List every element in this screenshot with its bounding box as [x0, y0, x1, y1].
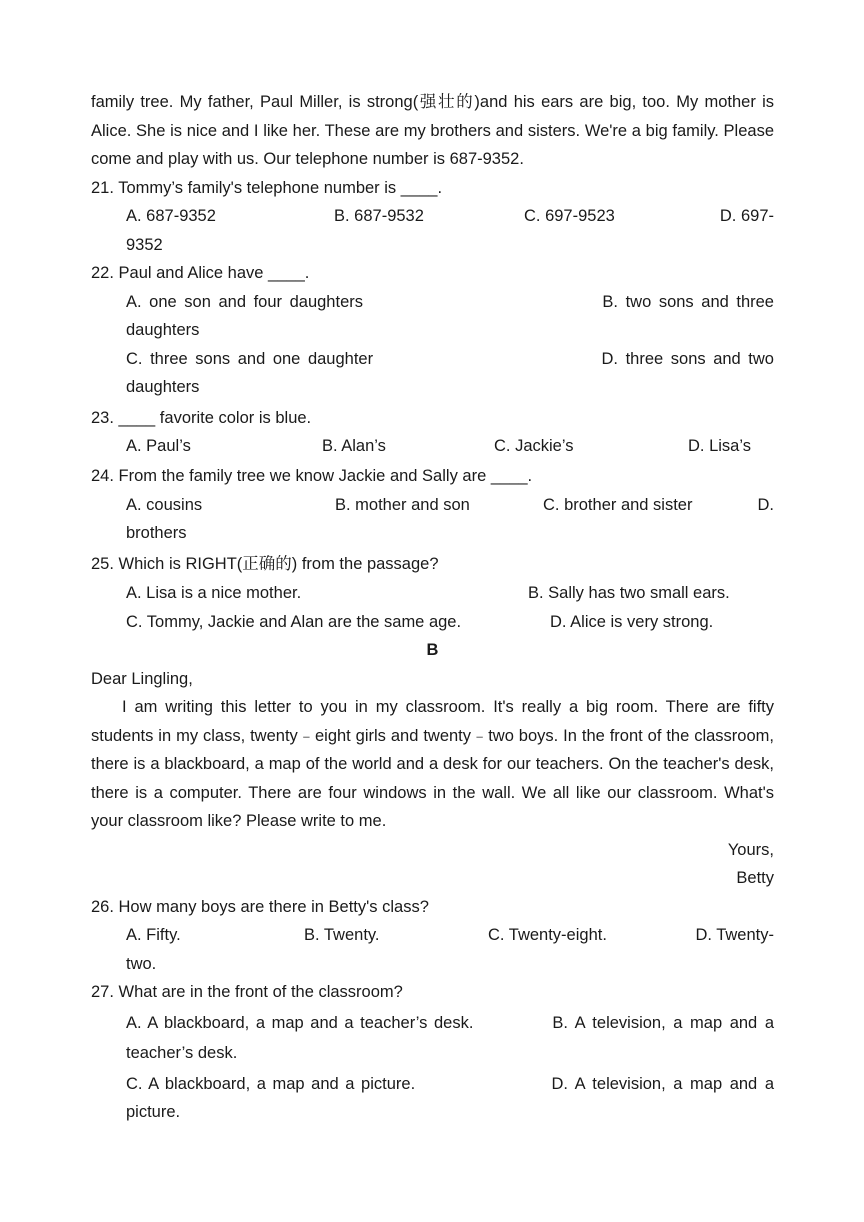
- option-c: C. A blackboard, a map and a picture.: [126, 1074, 416, 1093]
- option-c: C. 697-9523: [524, 207, 615, 225]
- question-22-options: [126, 288, 774, 402]
- letter-closing: Yours,: [727, 840, 774, 859]
- option-d: D. Alice is very strong.: [550, 612, 714, 631]
- option-a: A. A blackboard, a map and a teacher’s desk.: [126, 1013, 474, 1032]
- option-b-wrap: teacher’s desk.: [126, 1044, 238, 1062]
- section-b-heading: B: [426, 641, 439, 659]
- option-d-wrap: daughters: [126, 378, 200, 396]
- question-24-options: [126, 491, 774, 548]
- option-b: B. Twenty.: [304, 926, 380, 944]
- option-c: C. Twenty-eight.: [488, 926, 607, 944]
- option-d-wrap: 9352: [126, 235, 163, 254]
- option-c: C. brother and sister: [543, 495, 693, 514]
- question-21-options: [126, 202, 774, 259]
- exam-page: [91, 88, 774, 1127]
- question-26-options: [126, 921, 774, 978]
- option-b: B. Alan’s: [322, 437, 386, 455]
- option-a: A. Fifty.: [126, 926, 181, 944]
- option-b: B. mother and son: [335, 495, 470, 514]
- passage-a-text: family tree. My father, Paul Miller, is strong(强壮的)and his ears are big, too. My mother is Alice. She is nice and I like her. These are my brothers and sisters. We're a big family. Please come and play with us. Our telephone number is 687-9352.: [91, 93, 774, 168]
- question-27-options: [126, 1009, 774, 1127]
- option-d: D. 697-: [719, 207, 774, 225]
- option-b: B. A television, a map and a: [552, 1013, 774, 1032]
- option-a: A. cousins: [126, 495, 203, 514]
- question-24: 24. From the family tree we know Jackie and Sally are ____.: [91, 467, 533, 485]
- option-d-wrap: picture.: [126, 1103, 181, 1121]
- question-23: 23. ____ favorite color is blue.: [91, 408, 312, 427]
- letter-signature: Betty: [736, 869, 774, 887]
- option-c: C. Jackie’s: [494, 437, 574, 455]
- option-c: C. Tommy, Jackie and Alan are the same age.: [126, 612, 462, 631]
- option-d-wrap: brothers: [126, 524, 187, 542]
- question-21: 21. Tommy’s family's telephone number is ____.: [91, 178, 443, 197]
- option-a: A. Lisa is a nice mother.: [126, 584, 302, 602]
- question-26: 26. How many boys are there in Betty's class?: [91, 897, 429, 916]
- question-25: 25. Which is RIGHT(正确的) from the passage?: [91, 554, 439, 573]
- option-a: A. Paul’s: [126, 437, 191, 455]
- option-c: C. three sons and one daughter: [126, 349, 374, 368]
- question-22: 22. Paul and Alice have ____.: [91, 264, 310, 282]
- option-d-wrap: two.: [126, 954, 157, 973]
- option-b-wrap: daughters: [126, 321, 200, 339]
- letter-body: I am writing this letter to you in my classroom. It's really a big room. There are fifty students in my class, twenty﹣eight girls and twenty﹣two boys. In the front of the classroom, there is a blackboard, a map of the world and a desk for our teachers. On the teacher's desk, there is a computer. There are four windows in the wall. We all like our classroom. What's your classroom like? Please write to me.: [91, 698, 774, 830]
- option-d: D. A television, a map and a: [551, 1074, 774, 1093]
- question-25-options: [126, 579, 774, 636]
- option-d: D. Twenty-: [695, 926, 774, 944]
- option-d: D. three sons and two: [601, 349, 774, 368]
- option-a: A. one son and four daughters: [126, 292, 363, 311]
- option-b: B. 687-9532: [334, 207, 424, 225]
- option-d: D. Lisa’s: [688, 437, 751, 455]
- option-b: B. Sally has two small ears.: [528, 584, 730, 602]
- question-27: 27. What are in the front of the classroom?: [91, 983, 403, 1001]
- question-23-options: [126, 432, 774, 462]
- option-d: D.: [757, 495, 774, 514]
- option-b: B. two sons and three: [602, 292, 774, 311]
- option-a: A. 687-9352: [126, 207, 216, 225]
- letter-salutation: Dear Lingling,: [91, 669, 193, 688]
